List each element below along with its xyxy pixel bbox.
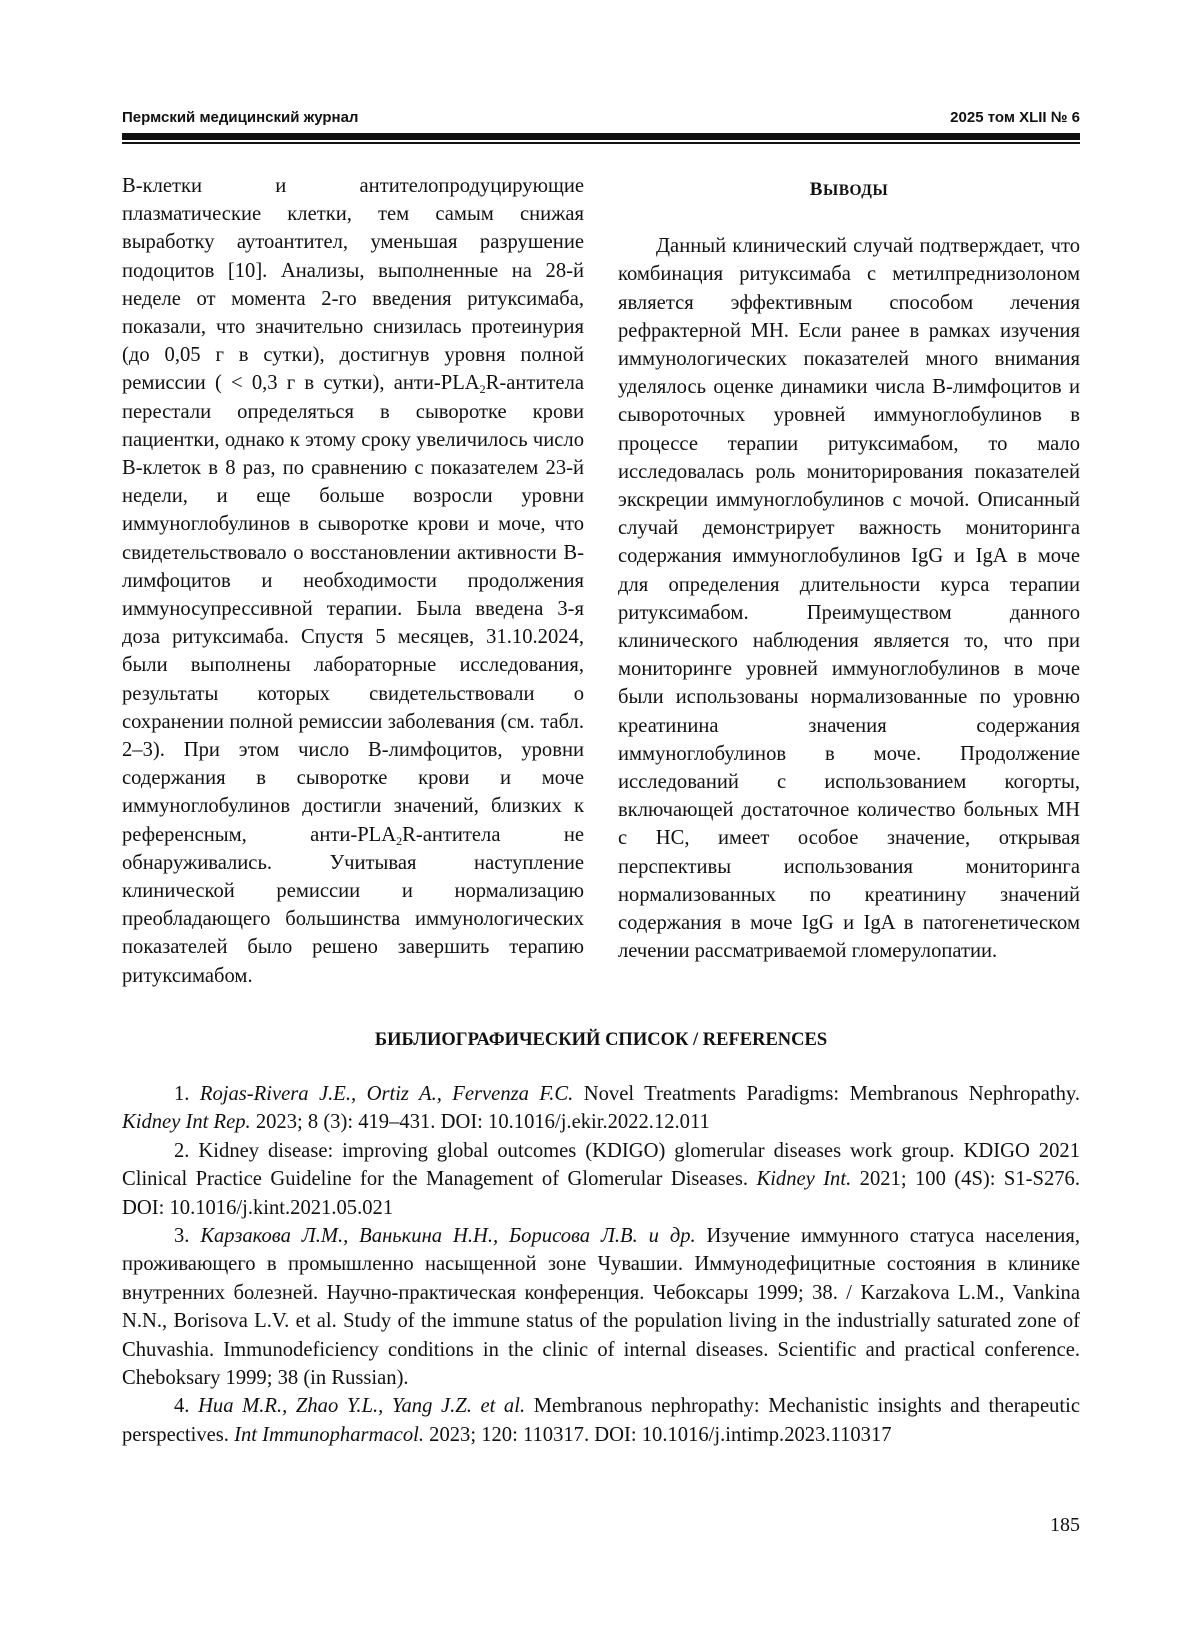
reference-details: 2021; 100 (4S): S1-S276. DOI: 10.1016/j.kint.2021.05.021	[122, 1168, 1080, 1219]
references-list	[122, 1080, 1080, 1449]
reference-title: Membranous nephropathy: Mechanistic insights and therapeutic perspectives.	[122, 1395, 1080, 1446]
reference-number: 3.	[174, 1225, 201, 1248]
references-heading: БИБЛИОГРАФИЧЕСКИЙ СПИСОК / REFERENCES	[374, 1030, 828, 1050]
reference-authors: Rojas-Rivera J.E., Ortiz A., Fervenza F.C.	[199, 1083, 574, 1105]
reference-journal: Int Immunopharmacol.	[234, 1423, 424, 1446]
reference-item	[122, 1392, 1080, 1449]
reference-title: Novel Treatments Paradigms: Membranous Nephropathy.	[573, 1083, 1081, 1105]
reference-item	[122, 1080, 1080, 1137]
reference-details: 2023; 120: 110317. DOI: 10.1016/j.intimp.2023.110317	[424, 1423, 892, 1446]
reference-number: 4.	[174, 1395, 199, 1418]
reference-authors: Hua M.R., Zhao Y.L., Yang J.Z. et al.	[198, 1395, 526, 1418]
reference-item	[122, 1137, 1080, 1222]
left-paragraph	[122, 172, 584, 990]
issue-info: 2025 том XLII № 6	[950, 109, 1080, 126]
subscript: 2	[396, 833, 403, 848]
heading-rest: ЫВОДЫ	[822, 182, 889, 199]
reference-number: 1.	[174, 1083, 200, 1105]
reference-title: Изучение иммунного статуса населения, проживающего в промышленно насыщенной зоне Чувашии. Иммунодефицитные состояния в клинике внутренних болезней. Научно-практическая конференция. Чебоксары 1999; 38. / Karzakova L.M., Vankina N.N., Borisova L.V. et al. Study of the immune status of the population living in the industrially saturated zone of Chuvashia. Immunodeficiency conditions in the clinic of internal diseases. Scientific and practical conference. Cheboksary 1999; 38 (in Russian).	[122, 1225, 1081, 1390]
conclusions-heading	[618, 176, 1080, 205]
heading-initial: В	[809, 179, 823, 200]
left-text-part-2: R-антитела перестали определяться в сыворотке крови пациентки, однако к этому сроку увеличилось число В-клеток в 8 раз, по сравнению с показателем 23-й недели, и еще больше возросли уровни иммуноглобулинов в сыворотке крови и моче, что свидетельствовало о восстановлении активности В-лимфоцитов и необходимости продолжения иммуносупрессивной терапии. Была введена 3-я доза ритуксимаба. Спустя 5 месяцев, 31.10.2024, были выполнены лабораторные исследования, результаты которых свидетельствовали о сохранении полной ремиссии заболевания (см. табл. 2–3). При этом число В-лимфоцитов, уровни содержания в сыворотке крови и моче иммуноглобулинов достигли значений, близких к референсным, анти-PLA	[122, 372, 584, 846]
running-header	[122, 106, 1080, 128]
header-rule-thin	[122, 142, 1080, 144]
reference-journal: Kidney Int.	[756, 1168, 852, 1191]
page-number: 185	[1050, 1514, 1080, 1536]
reference-number: 2.	[174, 1139, 199, 1162]
left-text-part-1: В-клетки и антителопродуцирующие плазматические клетки, тем самым снижая выработку аутоантител, уменьшая разрушение подоцитов [10]. Анализы, выполненные на 28-й неделе от момента 2-го введения ритуксимаба, показали, что значительно снизилась протеинурия (до 0,05 г в сутки), достигнув уровня полной ремиссии ( < 0,3 г в сутки), анти-PLA	[122, 175, 584, 395]
left-column	[122, 172, 584, 990]
left-text-part-3: R-антитела не обнаруживались. Учитывая наступление клинической ремиссии и нормализацию преобладающего большинства иммунологических показателей было решено завершить терапию ритуксимабом.	[122, 823, 584, 987]
journal-title: Пермский медицинский журнал	[122, 109, 359, 126]
conclusions-paragraph: Данный клинический случай подтверждает, что комбинация ритуксимаба с метилпреднизолоном является эффективным способом лечения рефрактерной МН. Если ранее в рамках изучения иммунологических показателей много внимания уделялось оценке динамики числа В-лимфоцитов и сывороточных уровней иммуноглобулинов в процессе терапии ритуксимабом, то мало исследовалась роль мониторирования показателей экскреции иммуноглобулинов с мочой. Описанный случай демонстрирует важность мониторинга содержания иммуноглобулинов IgG и IgA в моче для определения длительности курса терапии ритуксимабом. Преимуществом данного клинического наблюдения является то, что при мониторинге уровней иммуноглобулинов в моче были использованы нормализованные по уровню креатинина значения содержания иммуноглобулинов в моче. Продолжение исследований с использованием когорты, включающей достаточное количество больных МН с НС, имеет особое значение, открывая перспективы использования мониторинга нормализованных по креатинину значений содержания в моче IgG и IgA в патогенетическом лечении рассматриваемой гломерулопатии.	[618, 235, 1080, 963]
right-column	[618, 172, 1080, 965]
reference-title: Kidney disease: improving global outcomes (KDIGO) glomerular diseases work group. KDIGO 2021 Clinical Practice Guideline for the Management of Glomerular Diseases.	[122, 1139, 1080, 1191]
reference-details: 2023; 8 (3): 419–431. DOI: 10.1016/j.ekir.2022.12.011	[250, 1111, 710, 1134]
reference-item	[122, 1222, 1080, 1392]
subscript: 2	[479, 382, 486, 397]
reference-authors: Карзакова Л.М., Ванькина Н.Н., Борисова Л.В. и др.	[200, 1225, 696, 1248]
header-rule-thick	[122, 133, 1080, 140]
reference-journal: Kidney Int Rep.	[122, 1111, 251, 1134]
